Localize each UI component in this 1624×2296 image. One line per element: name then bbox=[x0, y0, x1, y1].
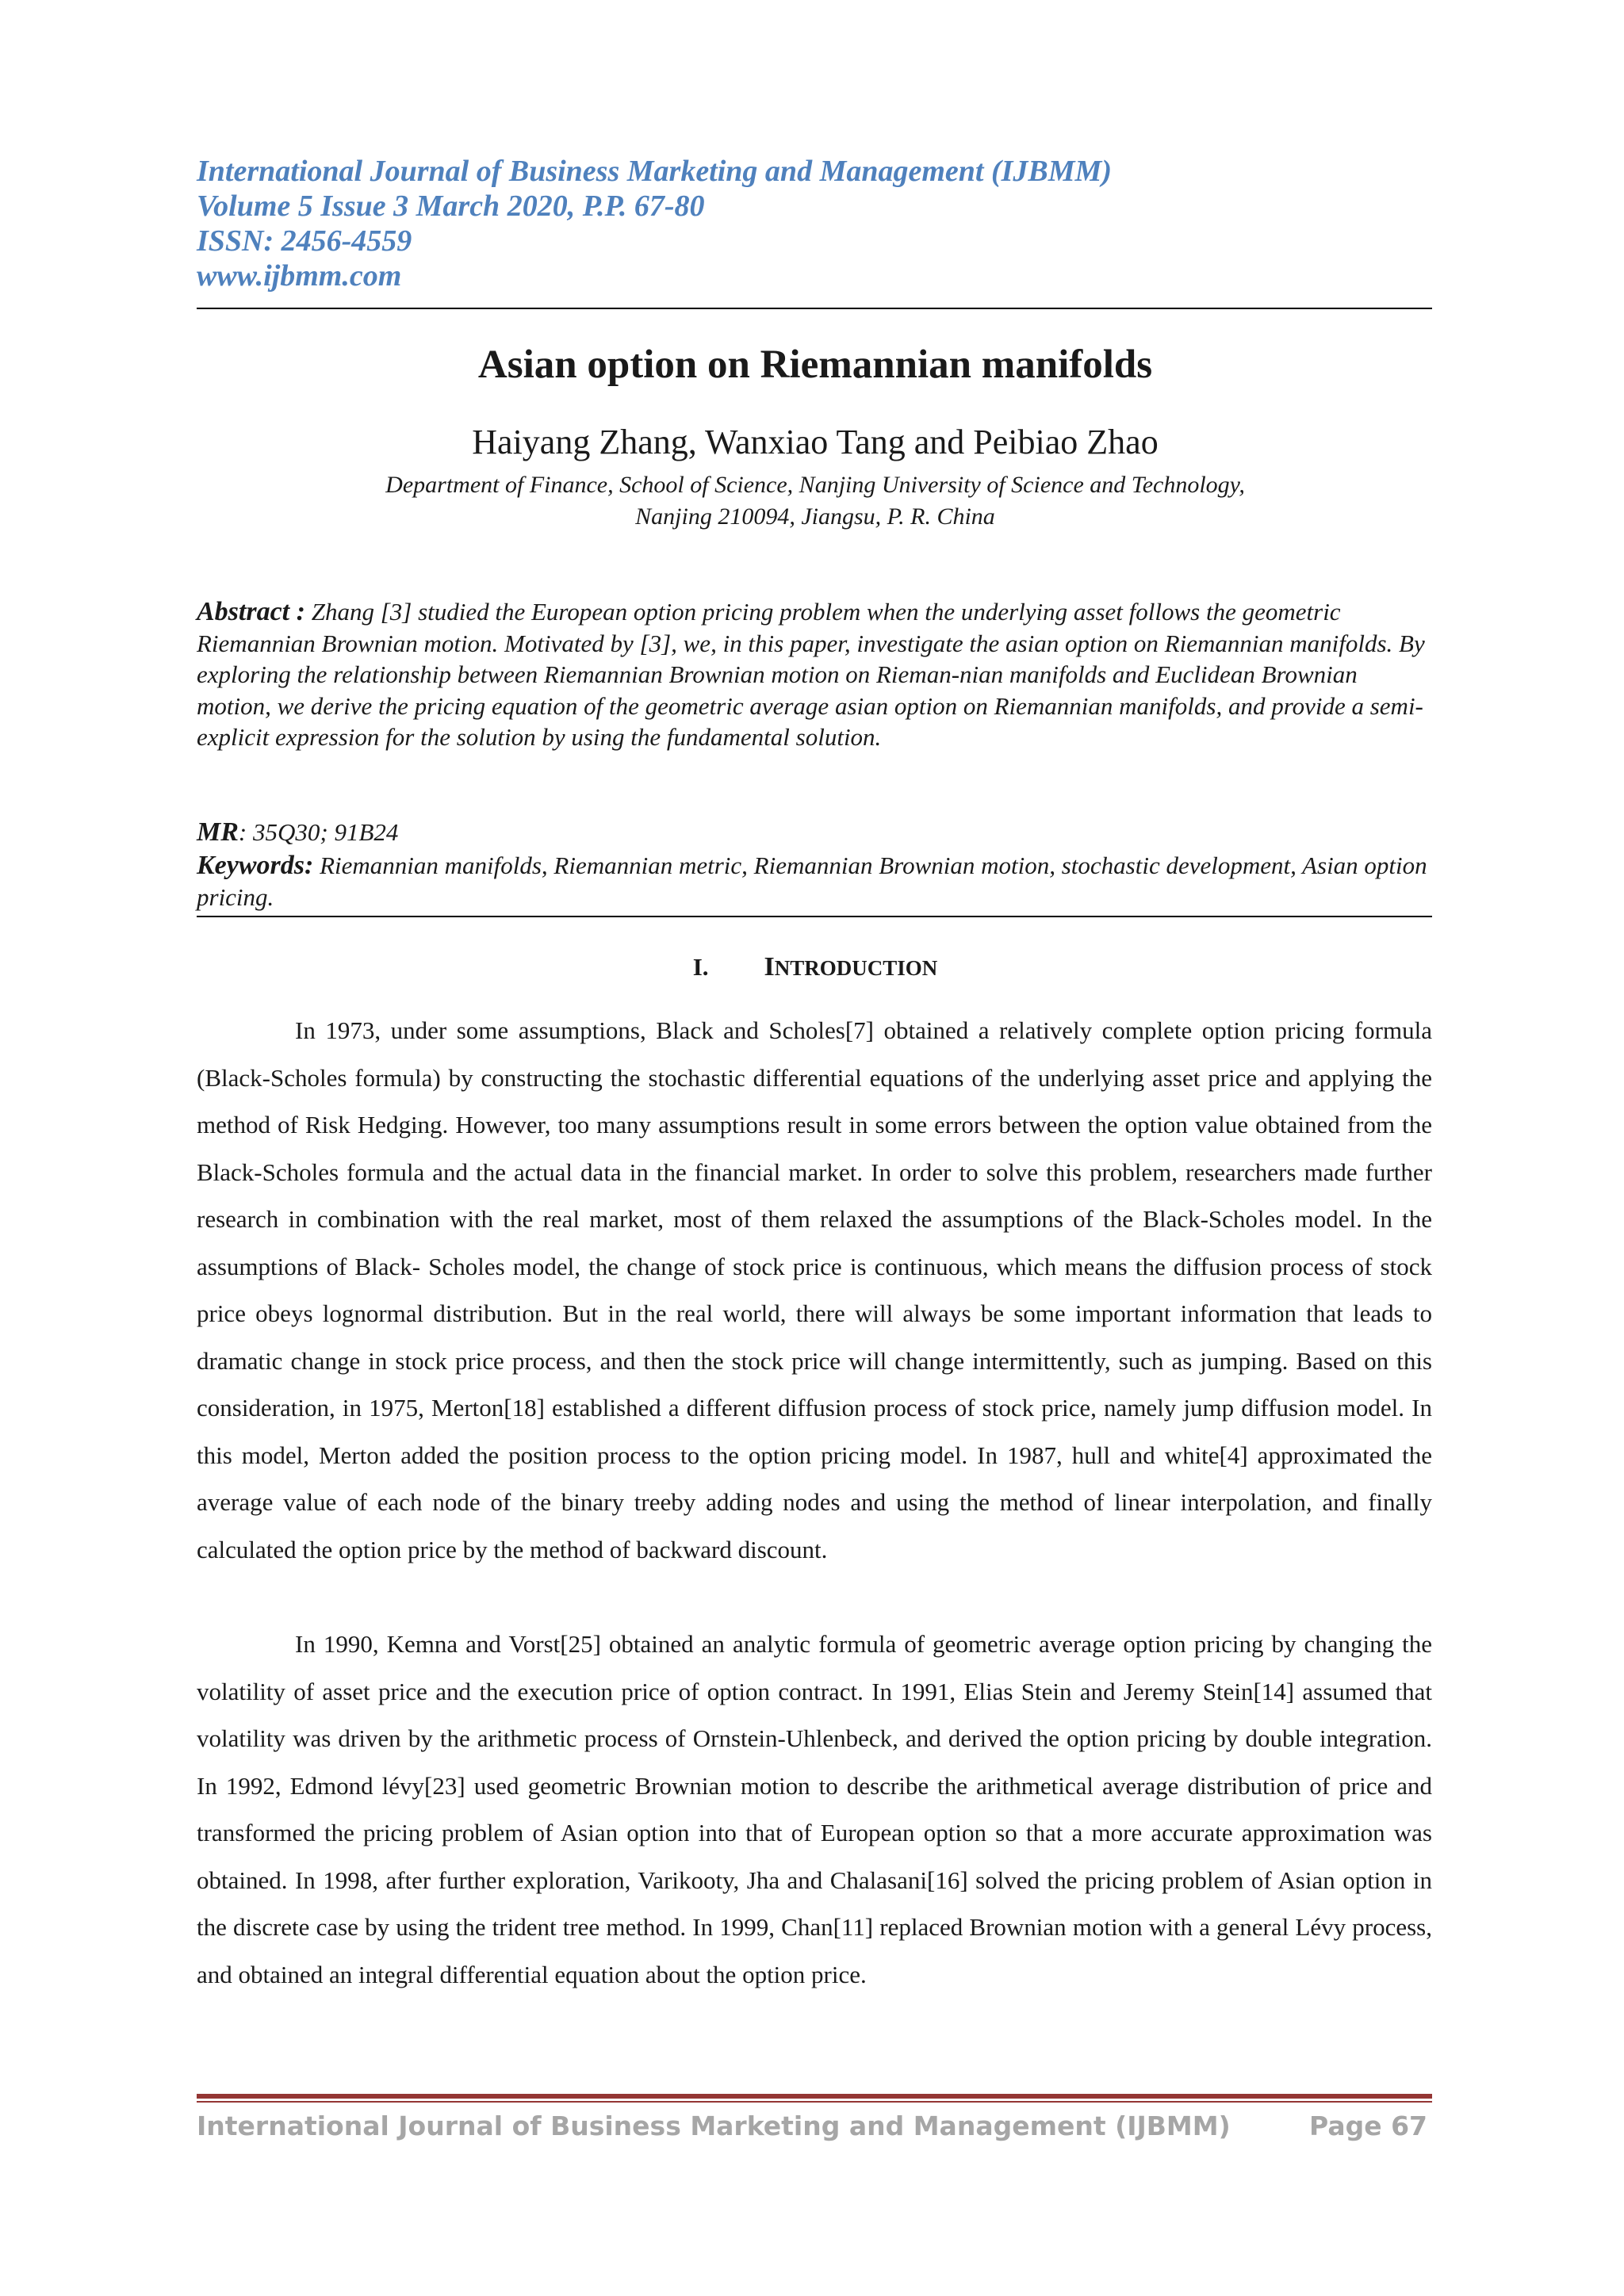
footer-journal: International Journal of Business Marketing and Management (IJBMM) bbox=[197, 2110, 1231, 2141]
affiliation-line-2: Nanjing 210094, Jiangsu, P. R. China bbox=[635, 503, 995, 530]
abstract bbox=[197, 596, 1432, 753]
mr-classification bbox=[197, 817, 1432, 848]
section-number: I. bbox=[692, 953, 709, 981]
journal-issn: ISSN: 2456-4559 bbox=[197, 224, 412, 258]
section-title-rest: NTRODUCTION bbox=[774, 956, 938, 980]
section-title-initial: I bbox=[764, 952, 775, 982]
mr-label: MR bbox=[197, 817, 239, 847]
footer-page-number: Page 67 bbox=[1309, 2110, 1427, 2141]
body-paragraph: In 1990, Kemna and Vorst[25] obtained an analytic formula of geometric average option pricing by changing the volatility of asset price and the execution price of option contract. In 1991, Elias Stein and Jeremy Stein[14] assumed that volatility was driven by the arithmetic process of Ornstein-Uhlenbeck, and derived the option pricing by double integration. In 1992, Edmond lévy[23] used geometric Brownian motion to describe the arithmetical average distribution of price and transformed the pricing problem of Asian option into that of European option so that a more accurate approximation was obtained. In 1998, after further exploration, Varikooty, Jha and Chalasani[16] solved the pricing problem of Asian option in the discrete case by using the trident tree method. In 1999, Chan[11] replaced Brownian motion with a general Lévy process, and obtained an integral differential equation about the option price. bbox=[197, 1630, 1432, 1988]
mr-codes: : 35Q30; 91B24 bbox=[238, 818, 399, 846]
paper-authors: Haiyang Zhang, Wanxiao Tang and Peibiao Zhao bbox=[472, 423, 1159, 461]
journal-name: International Journal of Business Marketing and Management (IJBMM) bbox=[197, 155, 1112, 188]
keywords-label: Keywords: bbox=[197, 851, 314, 880]
footer-divider-thick bbox=[197, 2094, 1432, 2099]
keywords-text: Riemannian manifolds, Riemannian metric, Riemannian Brownian motion, stochastic development, Asian option pricing. bbox=[197, 851, 1427, 911]
page-footer bbox=[197, 2109, 1432, 2144]
footer-divider-thin bbox=[197, 2101, 1432, 2103]
abstract-label: Abstract : bbox=[197, 597, 305, 626]
header-divider bbox=[197, 308, 1432, 309]
body-paragraph: In 1973, under some assumptions, Black and Scholes[7] obtained a relatively complete option pricing formula (Black-Scholes formula) by constructing the stochastic differential equations of the underlying asset price and applying the method of Risk Hedging. However, too many assumptions result in some errors between the option value obtained from the Black-Scholes formula and the actual data in the financial market. In order to solve this problem, researchers made further research in combination with the real market, most of them relaxed the assumptions of the Black-Scholes model. In the assumptions of Black- Scholes model, the change of stock price is continuous, which means the diffusion process of stock price obeys lognormal distribution. But in the real world, there will always be some important information that leads to dramatic change in stock price process, and then the stock price will change intermittently, such as jumping. Based on this consideration, in 1975, Merton[18] established a different diffusion process of stock price, namely jump diffusion model. In this model, Merton added the position process to the option pricing model. In 1987, hull and white[4] approximated the average value of each node of the binary treeby adding nodes and using the method of linear interpolation, and finally calculated the option price by the method of backward discount. bbox=[197, 1016, 1432, 1563]
abstract-text: Zhang [3] studied the European option pricing problem when the underlying asset follows the geometric Riemannian Brownian motion. Motivated by [3], we, in this paper, investigate the asian option on Riemannian manifolds. By exploring the relationship between Riemannian Brownian motion on Rieman-nian manifolds and Euclidean Brownian motion, we derive the pricing equation of the geometric average asian option on Riemannian manifolds, and provide a semi-explicit expression for the solution by using the fundamental solution. bbox=[197, 598, 1425, 751]
paper-affiliation bbox=[197, 469, 1434, 533]
journal-website[interactable]: www.ijbmm.com bbox=[197, 259, 402, 293]
keywords-divider bbox=[197, 916, 1432, 917]
journal-header bbox=[197, 154, 1434, 293]
journal-volume: Volume 5 Issue 3 March 2020, P.P. 67-80 bbox=[197, 189, 705, 223]
keywords bbox=[197, 850, 1432, 913]
affiliation-line-1: Department of Finance, School of Science, Nanjing University of Science and Technology, bbox=[385, 472, 1245, 498]
section-heading bbox=[197, 951, 1434, 984]
paper-title: Asian option on Riemannian manifolds bbox=[477, 342, 1153, 387]
